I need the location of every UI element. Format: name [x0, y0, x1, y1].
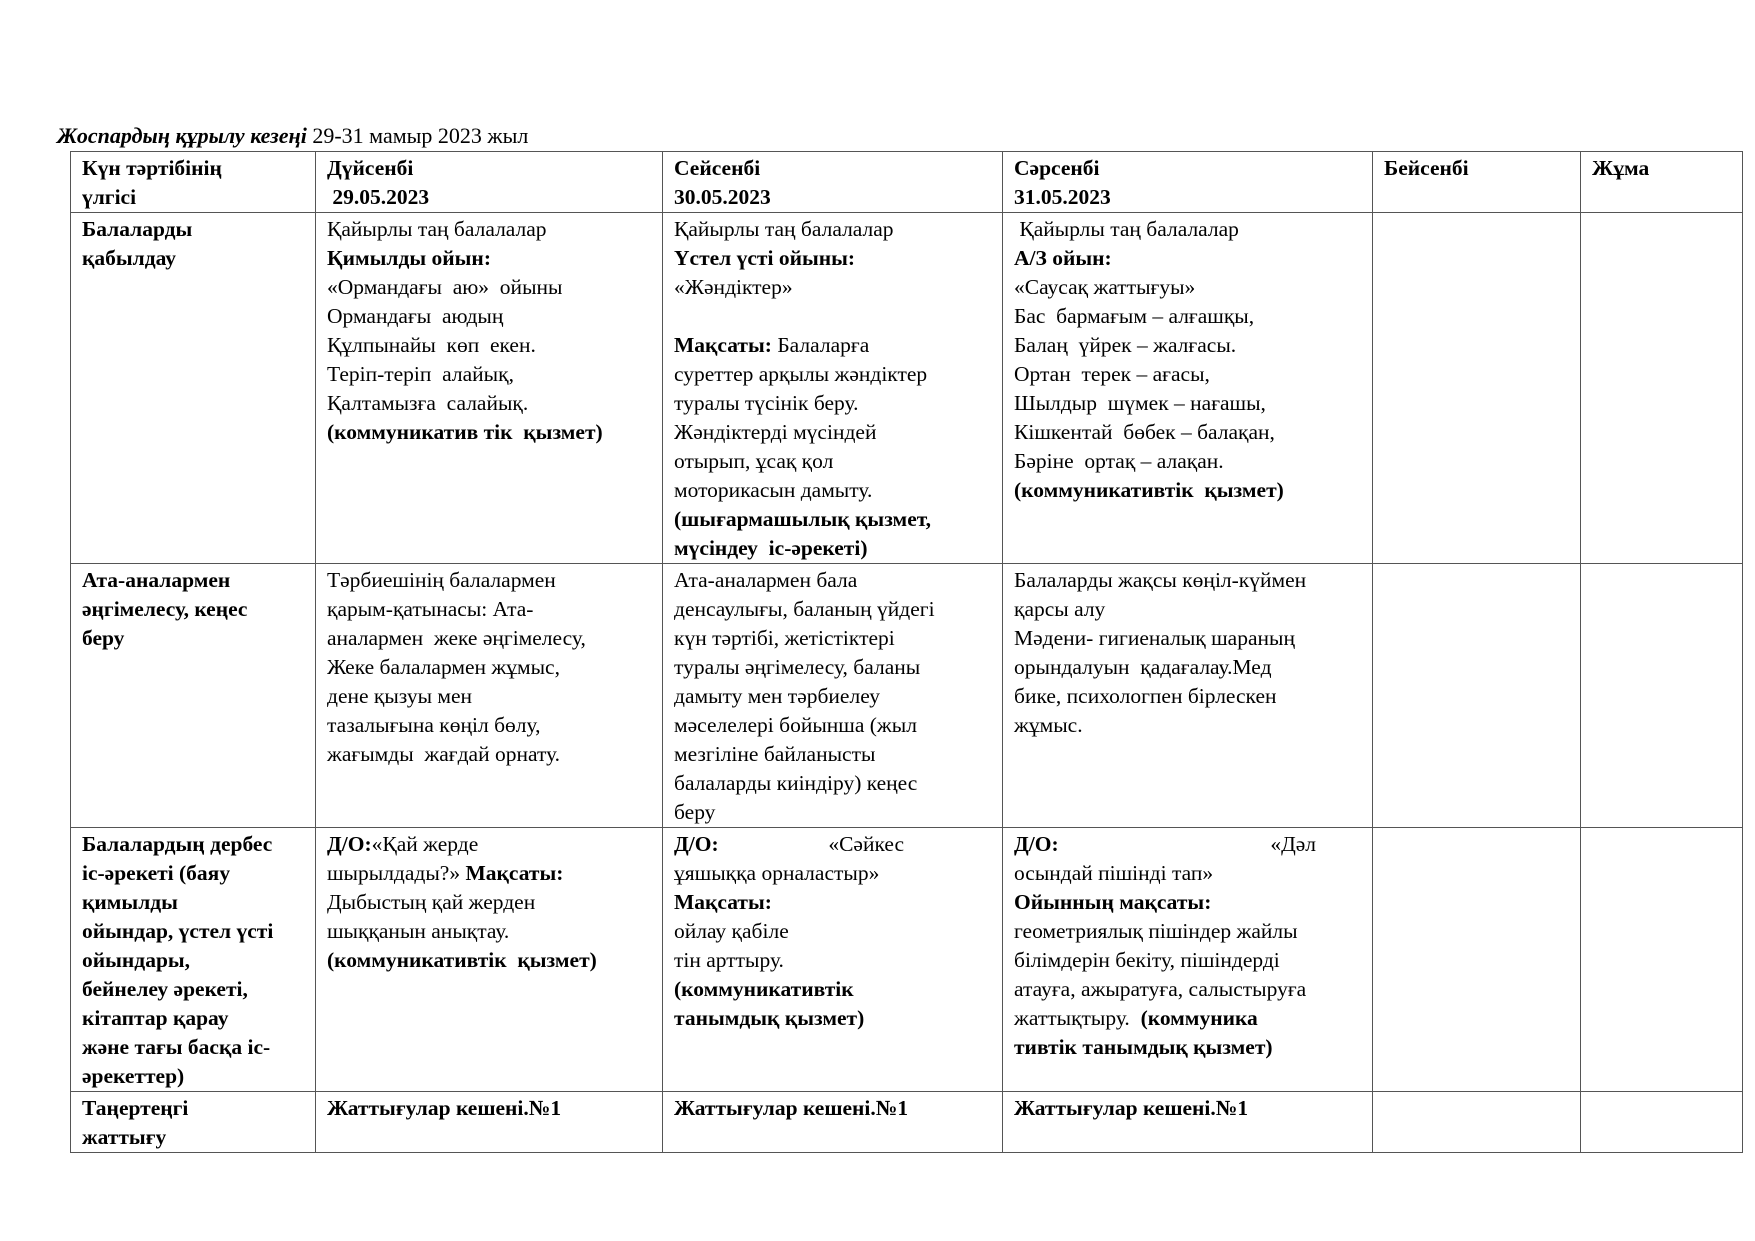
header-wednesday: [1003, 152, 1373, 213]
header-tuesday-day: Сейсенбі: [674, 156, 761, 180]
row-label-line: Ата-аналармен: [82, 568, 231, 592]
goal-text-line: шыққанын анықтау.: [327, 919, 510, 943]
game-text-line: Бас бармағым – алғашқы,: [1014, 304, 1255, 328]
row-label-line: Балалардың дербес: [82, 832, 273, 856]
goal-text-line: білімдерін бекіту, пішіндерді: [1014, 948, 1280, 972]
text-line: орындалуын қадағалау.Мед: [1014, 655, 1272, 679]
header-tuesday-date: 30.05.2023: [674, 185, 771, 209]
didactic-game-line-2: [327, 859, 654, 888]
text-line: дене қызуы мен: [327, 684, 473, 708]
header-monday: [316, 152, 663, 213]
row-label-line: әрекеттер): [82, 1064, 185, 1088]
header-schedule: [71, 152, 316, 213]
game-name: «Жәндіктер»: [674, 275, 793, 299]
goal-text-line: отырып, ұсақ қол: [674, 449, 834, 473]
exercise-monday-cell: [316, 1092, 663, 1153]
activity-type: (коммуникативтік қызмет): [327, 948, 597, 972]
row-label-line: кітаптар қарау: [82, 1006, 229, 1030]
greeting-text: Қайырлы таң балалалар: [674, 217, 894, 241]
table-row-reception: [71, 213, 1743, 564]
exercise-tuesday-cell: [663, 1092, 1003, 1153]
exercise-friday-cell: [1581, 1092, 1743, 1153]
activity-type: мүсіндеу іс-әрекеті): [674, 536, 868, 560]
game-text-line: Құлпынайы көп екен.: [327, 333, 536, 357]
game-text-line: Ормандағы аюдың: [327, 304, 504, 328]
row-independent-label: [71, 828, 316, 1092]
game-text-line: Бәріне ортақ – алақан.: [1014, 449, 1224, 473]
text-line: аналармен жеке әңгімелесу,: [327, 626, 586, 650]
header-thursday: [1373, 152, 1581, 213]
greeting-text: Қайырлы таң балалалар: [327, 217, 547, 241]
row-label-line: қабылдау: [82, 246, 177, 270]
independent-thursday-cell: [1373, 828, 1581, 1092]
didactic-game-name-cont: шырылдады?»: [327, 861, 466, 885]
goal-text-line: Дыбыстың қай жерден: [327, 890, 536, 914]
parents-friday-cell: [1581, 564, 1743, 828]
row-label-line: беру: [82, 626, 125, 650]
parents-thursday-cell: [1373, 564, 1581, 828]
row-label-line: Таңертеңгі: [82, 1096, 189, 1120]
didactic-game-label: Д/О:: [1014, 832, 1059, 856]
goal-label: Мақсаты:: [674, 890, 772, 914]
activity-type: тивтік танымдық қызмет): [1014, 1035, 1273, 1059]
text-line: туралы әңгімелесу, баланы: [674, 655, 921, 679]
independent-tuesday-cell: [663, 828, 1003, 1092]
goal-text-line: ойлау қабіле: [674, 919, 789, 943]
game-text-line: «Ормандағы аю» ойыны: [327, 275, 563, 299]
parents-tuesday-cell: [663, 564, 1003, 828]
text-line: қарым-қатынасы: Ата-: [327, 597, 534, 621]
row-reception-label: [71, 213, 316, 564]
header-tuesday: [663, 152, 1003, 213]
text-line: Жеке балалармен жұмыс,: [327, 655, 560, 679]
text-line: Мәдени- гигиеналық шараның: [1014, 626, 1295, 650]
independent-monday-cell: [316, 828, 663, 1092]
goal-label: Мақсаты:: [465, 861, 564, 885]
exercise-thursday-cell: [1373, 1092, 1581, 1153]
header-friday: [1581, 152, 1743, 213]
didactic-game-name-cont: осындай пішінді тап»: [1014, 861, 1214, 885]
table-header-row: [71, 152, 1743, 213]
text-line: бике, психологпен бірлескен: [1014, 684, 1277, 708]
exercise-wednesday-cell: [1003, 1092, 1373, 1153]
table-row-morning-exercise: [71, 1092, 1743, 1153]
row-label-line: бейнелеу әрекеті,: [82, 977, 248, 1001]
didactic-game-line: [674, 830, 904, 859]
row-label-line: іс-әрекеті (баяу: [82, 861, 231, 885]
row-label-line: ойындары,: [82, 948, 191, 972]
reception-friday-cell: [1581, 213, 1743, 564]
text-line: қарсы алу: [1014, 597, 1106, 621]
reception-monday-cell: [316, 213, 663, 564]
goal-text-line: Жәндіктерді мүсіндей: [674, 420, 877, 444]
activity-type-start: (коммуника: [1140, 1006, 1258, 1030]
goal-text: жаттықтыру.: [1014, 1006, 1141, 1030]
text-line: денсаулығы, баланың үйдегі: [674, 597, 935, 621]
header-monday-date: 29.05.2023: [327, 185, 430, 209]
plan-period-label: Жоспардың құрылу кезеңі: [57, 123, 307, 148]
game-title: А/З ойын:: [1014, 246, 1112, 270]
activity-type: (коммуникатив тік қызмет): [327, 420, 603, 444]
game-text-line: «Саусақ жаттығуы»: [1014, 275, 1196, 299]
goal-text-line: геометриялық пішіндер жайлы: [1014, 919, 1298, 943]
greeting-text: Қайырлы таң балалалар: [1014, 217, 1239, 241]
activity-type: (коммуникативтік: [674, 977, 854, 1001]
game-title: Үстел үсті ойыны:: [674, 246, 856, 270]
goal-label: Ойынның мақсаты:: [1014, 890, 1212, 914]
goal-label: Мақсаты:: [674, 333, 772, 357]
plan-period-heading: [57, 124, 528, 148]
game-text-line: Қалтамызға салайық.: [327, 391, 529, 415]
game-text-line: Ортан терек – ағасы,: [1014, 362, 1210, 386]
header-schedule-line-2: үлгісі: [82, 185, 137, 209]
activity-type: (шығармашылық қызмет,: [674, 507, 932, 531]
game-text-line: Шылдыр шүмек – нағашы,: [1014, 391, 1266, 415]
row-parents-label: [71, 564, 316, 828]
goal-text-line: моторикасын дамыту.: [674, 478, 873, 502]
row-exercise-label: [71, 1092, 316, 1153]
game-text-line: Балаң үйрек – жалғасы.: [1014, 333, 1237, 357]
game-title: Қимылды ойын:: [327, 246, 491, 270]
header-monday-day: Дүйсенбі: [327, 156, 414, 180]
didactic-game-line: [327, 830, 654, 859]
header-friday-day: Жұма: [1592, 156, 1650, 180]
reception-tuesday-cell: [663, 213, 1003, 564]
exercise-complex: Жаттығулар кешені.№1: [674, 1096, 909, 1120]
text-line: жұмыс.: [1014, 713, 1083, 737]
table-row-parents: [71, 564, 1743, 828]
activity-type: (коммуникативтік қызмет): [1014, 478, 1284, 502]
reception-thursday-cell: [1373, 213, 1581, 564]
text-line: мәселелері бойынша (жыл: [674, 713, 917, 737]
didactic-game-line: [1014, 830, 1316, 859]
activity-type: танымдық қызмет): [674, 1006, 865, 1030]
plan-period-dates: 29-31 мамыр 2023 жыл: [306, 123, 529, 148]
goal-text: Балаларға: [771, 333, 870, 357]
text-line: тазалығына көңіл бөлу,: [327, 713, 541, 737]
goal-text-line: туралы түсінік беру.: [674, 391, 859, 415]
parents-monday-cell: [316, 564, 663, 828]
header-wednesday-date: 31.05.2023: [1014, 185, 1111, 209]
row-label-line: ойындар, үстел үсті: [82, 919, 274, 943]
text-line: күн тәртібі, жетістіктері: [674, 626, 895, 650]
row-label-line: Балаларды: [82, 217, 193, 241]
didactic-game-label: Д/О:: [674, 832, 719, 856]
didactic-game-name-cont: ұяшыққа орналастыр»: [674, 861, 880, 885]
header-schedule-line-1: Күн тәртібінің: [82, 156, 222, 180]
text-line: балаларды киіндіру) кеңес: [674, 771, 918, 795]
header-thursday-day: Бейсенбі: [1384, 156, 1469, 180]
text-line: мезгіліне байланысты: [674, 742, 876, 766]
row-label-line: және тағы басқа іс-: [82, 1035, 271, 1059]
game-text-line: Кішкентай бөбек – балақан,: [1014, 420, 1275, 444]
row-label-line: әңгімелесу, кеңес: [82, 597, 248, 621]
independent-wednesday-cell: [1003, 828, 1373, 1092]
text-line: Тәрбиешінің балалармен: [327, 568, 556, 592]
row-label-line: жаттығу: [82, 1125, 167, 1149]
didactic-game-name: «Дәл: [1270, 832, 1316, 856]
didactic-game-name: «Қай жерде: [371, 832, 479, 856]
text-line: жағымды жағдай орнату.: [327, 742, 561, 766]
game-text-line: Теріп-теріп алайық,: [327, 362, 514, 386]
exercise-complex: Жаттығулар кешені.№1: [327, 1096, 562, 1120]
text-line: беру: [674, 800, 716, 824]
row-label-line: қимылды: [82, 890, 178, 914]
goal-text-line: атауға, ажыратуға, салыстыруға: [1014, 977, 1307, 1001]
reception-wednesday-cell: [1003, 213, 1373, 564]
didactic-game-name: «Сәйкес: [828, 832, 904, 856]
independent-friday-cell: [1581, 828, 1743, 1092]
parents-wednesday-cell: [1003, 564, 1373, 828]
goal-text-line: суреттер арқылы жәндіктер: [674, 362, 928, 386]
exercise-complex: Жаттығулар кешені.№1: [1014, 1096, 1249, 1120]
text-line: Ата-аналармен бала: [674, 568, 858, 592]
goal-line-first: [674, 331, 994, 360]
table-row-independent-activity: [71, 828, 1743, 1092]
header-wednesday-day: Сәрсенбі: [1014, 156, 1100, 180]
text-line: Балаларды жақсы көңіл-күймен: [1014, 568, 1307, 592]
blank-line: [674, 302, 994, 331]
text-line: дамыту мен тәрбиелеу: [674, 684, 880, 708]
weekly-plan-table: [70, 151, 1743, 1153]
goal-text-line: тін арттыру.: [674, 948, 784, 972]
goal-text-line-last: [1014, 1004, 1364, 1033]
didactic-game-label: Д/О:: [327, 832, 372, 856]
